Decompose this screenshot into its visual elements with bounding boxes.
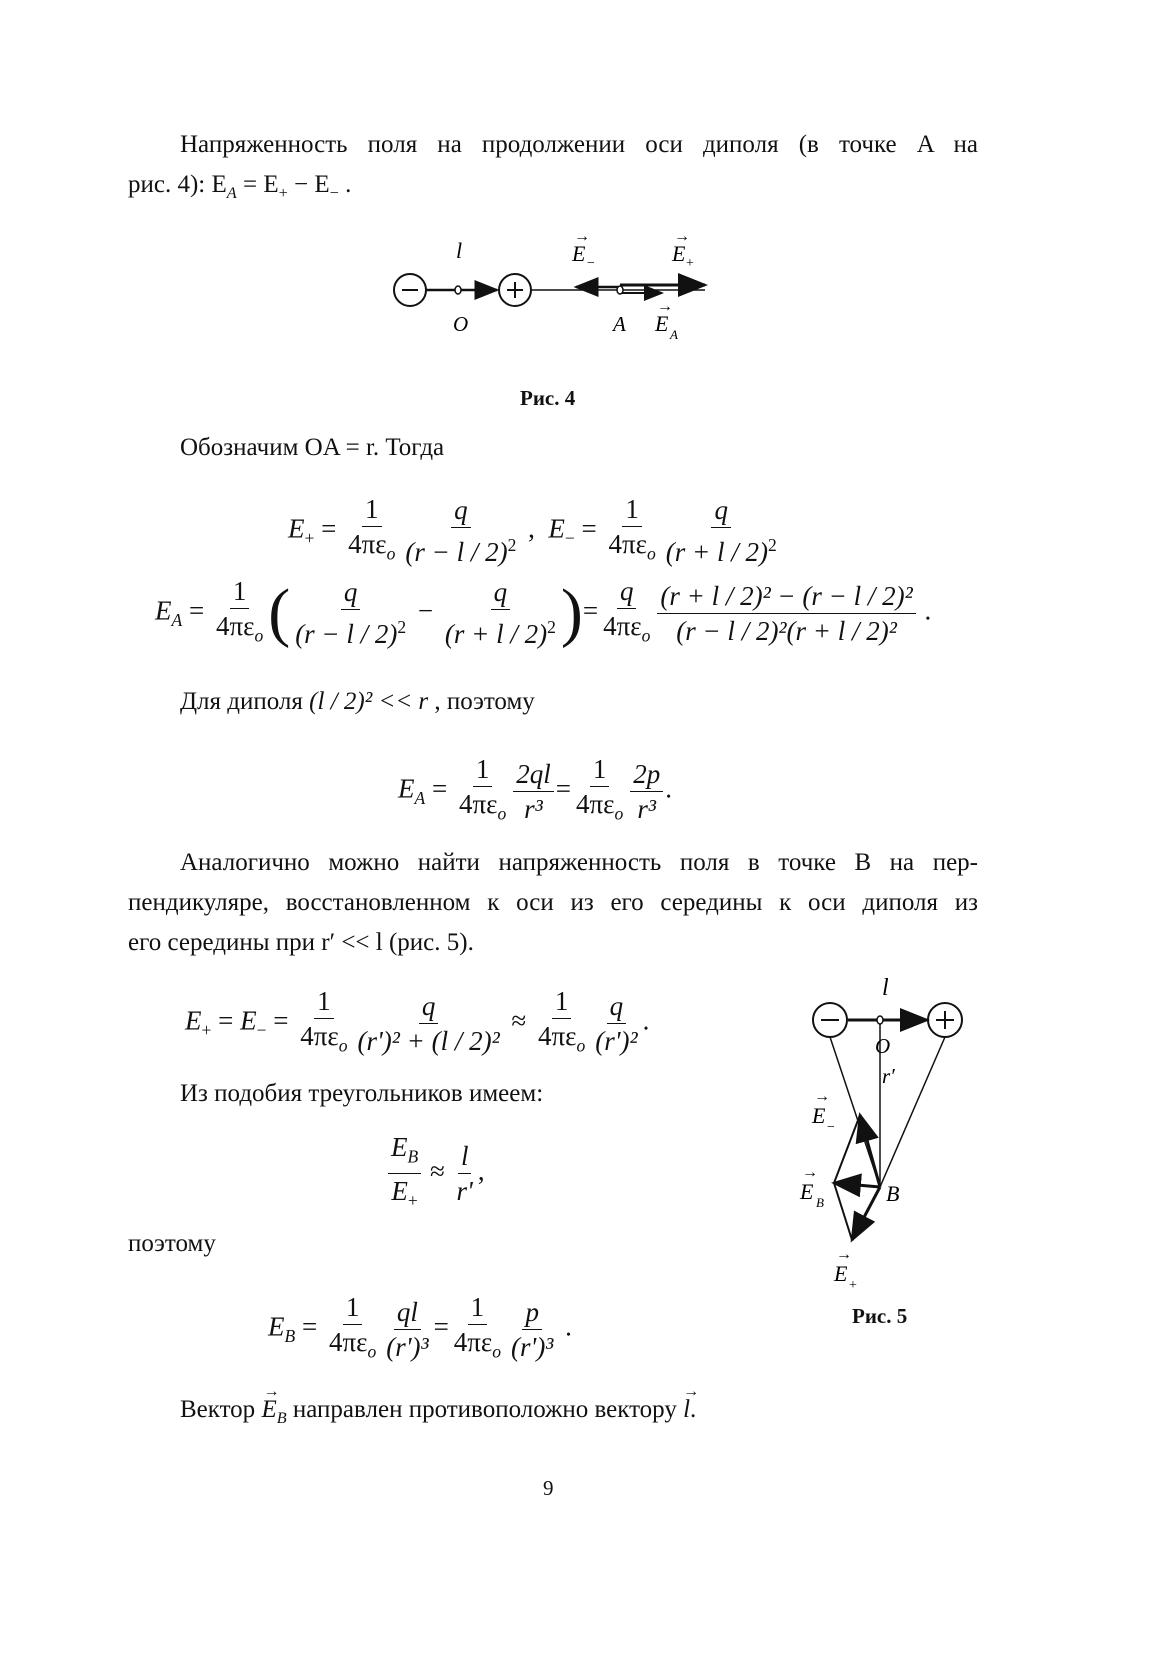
- figure-4-caption: Рис. 4: [520, 386, 576, 410]
- fig4-label-e-minus: E: [572, 241, 586, 266]
- equation-e-plus-e-minus: $E_+$ = 1 $4\pi\varepsilon_o$ $\frac{q}{(r - l / 2)^2}$ , $E_-$ = 1 $4\pi\varepsilon_o$ $\frac{q}{(r + l / 2)^2}$: [288, 494, 777, 568]
- svg-text:B: B: [816, 1195, 824, 1210]
- svg-text:→: →: [836, 1246, 852, 1263]
- fig5-e-minus-arrow: [860, 1115, 880, 1187]
- intro-line-1: Напряженность поля на продолжении оси диполя (в точке A на: [180, 131, 978, 158]
- fig5-e-plus-arrow: [852, 1187, 880, 1240]
- svg-text:+: +: [686, 256, 694, 271]
- similar-line-2: пендикуляре, восстановленном к оси из его середины к оси диполя из: [128, 889, 978, 916]
- similar-line-1: Аналогично можно найти напряженность поля в точке B на пер-: [180, 849, 978, 876]
- figure-5-caption: Рис. 5: [852, 1304, 908, 1328]
- similar-paragraph: [128, 843, 978, 963]
- svg-text:→: →: [574, 228, 590, 245]
- therefore-line: поэтому: [128, 1230, 216, 1257]
- svg-text:→: →: [674, 228, 690, 245]
- svg-text:−: −: [827, 1120, 835, 1135]
- figure-5: [790, 965, 990, 1295]
- fig4-label-e-plus: E: [672, 241, 686, 266]
- fig5-label-b: B: [886, 1181, 900, 1206]
- page-number: 9: [543, 1476, 554, 1500]
- fig5-label-e-plus: E: [834, 1261, 848, 1286]
- similar-line-3: его середины при r′ << l (рис. 5).: [128, 929, 474, 956]
- fig5-e-b-arrow: [834, 1183, 880, 1187]
- fig4-label-o: O: [453, 312, 469, 336]
- svg-text:+: +: [849, 1278, 857, 1293]
- fig5-label-e-b: E: [800, 1179, 814, 1204]
- equation-e-a-approx: $E_A$ = 1 $4\pi\varepsilon_o$ $\frac{2ql}{\text{r³}}$ = 1 $4\pi\varepsilon_o$ $\frac{2p}{\text{r³}}$ .: [398, 754, 672, 824]
- svg-text:−: −: [587, 256, 595, 271]
- fig4-label-a: A: [613, 312, 626, 336]
- equation-e-plus-equals-e-minus: $E_+ = E_-$ = 1 $4\pi\varepsilon_o$ $\frac{q}{\text{(r')² + (l / 2)²}}$ ≈ 1 $4\pi\varepsilon_o$ $\frac{q}{\text{(r')²}}$ .: [185, 986, 650, 1056]
- figure-4: [380, 225, 740, 355]
- intro-line-2: рис. 4): $E_A = E_+ - E_-$ .: [128, 171, 352, 202]
- fig5-label-l: l: [882, 975, 889, 1001]
- equation-e-a-full: $E_A$ = 1 $4\pi\varepsilon_o$ ( $\frac{q}{(r - l / 2)^2}$ − $\frac{q}{(r + l / 2)^2}$ )= q $4\pi\varepsilon_o$ $\frac{\text{(r + l / 2)² − (r − l / 2)²}}{\text{(r − l / 2)²(r + l / 2)²}}$ .: [155, 576, 932, 650]
- triangles-line: Из подобия треугольников имеем:: [180, 1080, 544, 1107]
- fig5-label-r: r′: [882, 1064, 895, 1088]
- vector-direction-line: Вектор → $E_B$ направлен противоположно вектору → l.: [180, 1383, 700, 1427]
- equation-e-b: $E_B$ = 1 $4\pi\varepsilon_o$ $\frac{ql}{\text{(r')³}}$ = 1 $4\pi\varepsilon_o$ $\frac{p}{\text{(r')³}}$ .: [268, 1292, 572, 1362]
- svg-text:A: A: [670, 327, 678, 342]
- designation-line: Обозначим OA = r. Тогда: [180, 434, 445, 461]
- svg-text:→: →: [802, 1164, 818, 1181]
- svg-text:→: →: [657, 298, 673, 315]
- svg-text:→: →: [814, 1088, 830, 1105]
- fig4-label-e-a: E: [655, 311, 669, 336]
- dipole-condition-line: Для диполя (l / 2)² << r , поэтому: [180, 688, 535, 715]
- fig5-label-o: O: [875, 1034, 891, 1058]
- intro-paragraph: [128, 125, 978, 213]
- equation-ratio: $\frac{E_B}{E_+}$ ≈ $\frac{l}{r'}$ ,: [386, 1130, 485, 1218]
- fig4-label-l: l: [456, 238, 463, 263]
- fig5-label-e-minus: E: [812, 1103, 826, 1128]
